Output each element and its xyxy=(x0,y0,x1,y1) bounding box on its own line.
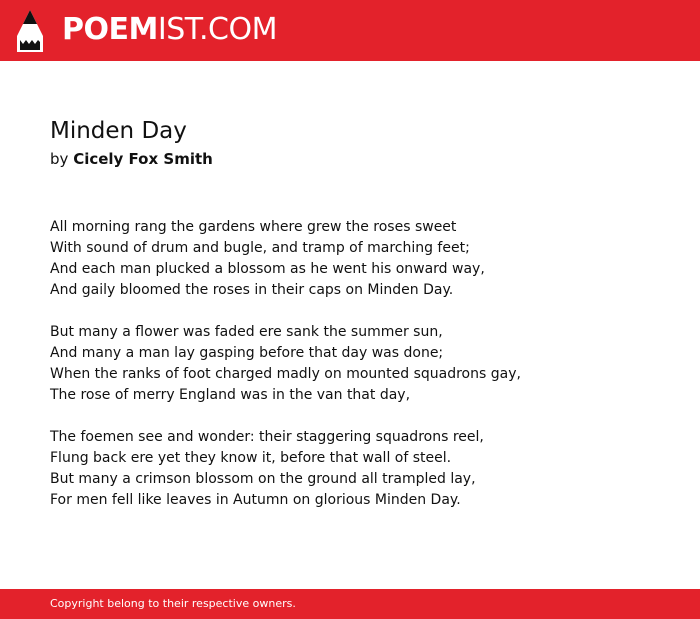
logo-light-text: IST.COM xyxy=(157,12,277,47)
poem-title: Minden Day xyxy=(50,118,187,144)
stanza xyxy=(50,322,670,406)
logo-bold-text: POEM xyxy=(62,12,158,47)
site-logo[interactable] xyxy=(62,12,277,48)
poem-line: And gaily bloomed the roses in their caps on Minden Day. xyxy=(50,282,454,298)
stanza xyxy=(50,217,670,301)
poem-line: But many a flower was faded ere sank the summer sun, xyxy=(50,324,443,340)
poem-line: The foemen see and wonder: their staggering squadrons reel, xyxy=(50,429,484,445)
poem-content xyxy=(50,116,670,532)
byline xyxy=(50,148,670,170)
poem-line: For men fell like leaves in Autumn on glorious Minden Day. xyxy=(50,492,461,508)
poem-line: But many a crimson blossom on the ground all trampled lay, xyxy=(50,471,476,487)
poem-line: Flung back ere yet they know it, before that wall of steel. xyxy=(50,450,452,466)
pencil-icon[interactable] xyxy=(17,10,43,52)
poem-line: All morning rang the gardens where grew the roses sweet xyxy=(50,219,457,235)
poem-line: And many a man lay gasping before that day was done; xyxy=(50,345,444,361)
author-name: Cicely Fox Smith xyxy=(73,150,213,168)
poem-line: And each man plucked a blossom as he went his onward way, xyxy=(50,261,485,277)
site-header xyxy=(0,0,700,61)
poem-line: With sound of drum and bugle, and tramp of marching feet; xyxy=(50,240,470,256)
copyright-text: Copyright belong to their respective owners. xyxy=(50,597,296,610)
site-footer xyxy=(0,589,700,619)
poem-body xyxy=(50,217,670,511)
poem-line: When the ranks of foot charged madly on mounted squadrons gay, xyxy=(50,366,521,382)
stanza xyxy=(50,427,670,511)
byline-prefix: by xyxy=(50,150,69,168)
poem-line: The rose of merry England was in the van that day, xyxy=(50,387,411,403)
